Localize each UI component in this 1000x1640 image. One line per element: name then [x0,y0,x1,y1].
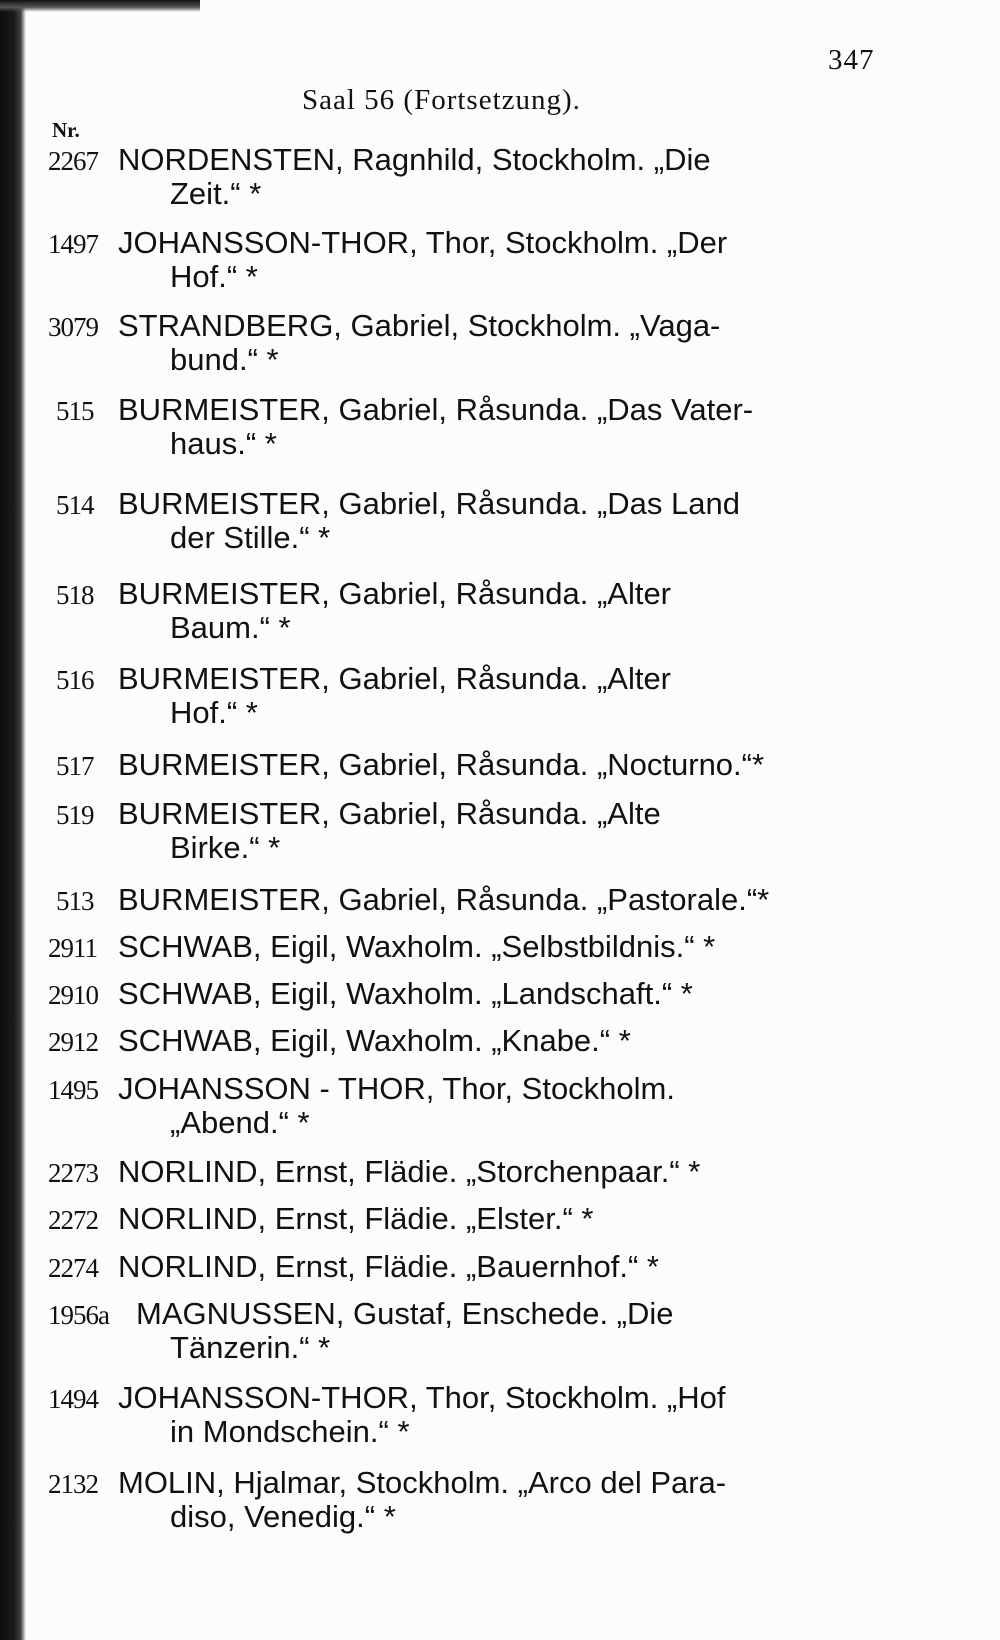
entry-number: 1497 [48,229,98,259]
entry-number: 2274 [48,1253,98,1283]
entry-line: BURMEISTER, Gabriel, Råsunda. „Das Vater- [118,392,754,427]
entry-number: 2911 [48,933,97,963]
entry-number: 1494 [48,1384,98,1414]
entry-continuation: in Mondschein.“ * [170,1414,410,1449]
entry-line: STRANDBERG, Gabriel, Stockholm. „Vaga- [118,308,721,343]
entry-number: 517 [56,751,94,781]
entry-number: 2272 [48,1205,98,1235]
entry-number: 1956a [48,1300,109,1330]
entry-number: 515 [56,396,94,426]
entry-line: SCHWAB, Eigil, Waxholm. „Landschaft.“ * [118,976,693,1011]
entry-line: JOHANSSON - THOR, Thor, Stockholm. [118,1071,675,1106]
entry-continuation: „Abend.“ * [170,1105,310,1140]
entry-number: 2910 [48,980,98,1010]
entry-line: NORLIND, Ernst, Flädie. „Elster.“ * [118,1201,594,1236]
running-head: Saal 56 (Fortsetzung). [302,84,581,116]
entry-line: BURMEISTER, Gabriel, Råsunda. „Alter [118,661,672,696]
entry-line: NORLIND, Ernst, Flädie. „Storchenpaar.“ * [118,1154,701,1189]
entry-line: BURMEISTER, Gabriel, Råsunda. „Pastorale.“* [118,882,770,917]
entry-number: 1495 [48,1075,98,1105]
entry-continuation: haus.“ * [170,426,277,461]
entry-line: BURMEISTER, Gabriel, Råsunda. „Das Land [118,486,740,521]
entry-continuation: Baum.“ * [170,610,291,645]
entry-line: JOHANSSON-THOR, Thor, Stockholm. „Hof [118,1380,726,1415]
page-number: 347 [828,44,875,76]
entry-line: SCHWAB, Eigil, Waxholm. „Selbstbildnis.“ * [118,929,716,964]
entry-line: MAGNUSSEN, Gustaf, Enschede. „Die [136,1296,674,1331]
entry-line: NORLIND, Ernst, Flädie. „Bauernhof.“ * [118,1249,659,1284]
entry-number: 2912 [48,1027,98,1057]
entry-number: 514 [56,490,94,520]
entry-continuation: Zeit.“ * [170,176,262,211]
entry-number: 2132 [48,1469,98,1499]
entry-continuation: Tänzerin.“ * [170,1330,331,1365]
entry-number: 3079 [48,312,98,342]
entry-number: 513 [56,886,94,916]
entry-number: 518 [56,580,94,610]
entry-continuation: diso, Venedig.“ * [170,1499,396,1534]
entry-number: 2273 [48,1158,98,1188]
entry-number: 2267 [48,146,98,176]
entry-continuation: Hof.“ * [170,695,258,730]
entry-line: BURMEISTER, Gabriel, Råsunda. „Alte [118,796,661,831]
entry-line: NORDENSTEN, Ragnhild, Stockholm. „Die [118,142,711,177]
entry-continuation: der Stille.“ * [170,520,331,555]
entry-continuation: bund.“ * [170,342,279,377]
entry-continuation: Hof.“ * [170,259,258,294]
entry-continuation: Birke.“ * [170,830,281,865]
entry-line: BURMEISTER, Gabriel, Råsunda. „Nocturno.“* [118,747,765,782]
entry-number: 516 [56,665,94,695]
entry-line: SCHWAB, Eigil, Waxholm. „Knabe.“ * [118,1023,631,1058]
entry-line: JOHANSSON-THOR, Thor, Stockholm. „Der [118,225,728,260]
entry-number: 519 [56,800,94,830]
entry-line: MOLIN, Hjalmar, Stockholm. „Arco del Para- [118,1465,727,1500]
entry-line: BURMEISTER, Gabriel, Råsunda. „Alter [118,576,672,611]
column-label-nr: Nr. [52,118,80,142]
